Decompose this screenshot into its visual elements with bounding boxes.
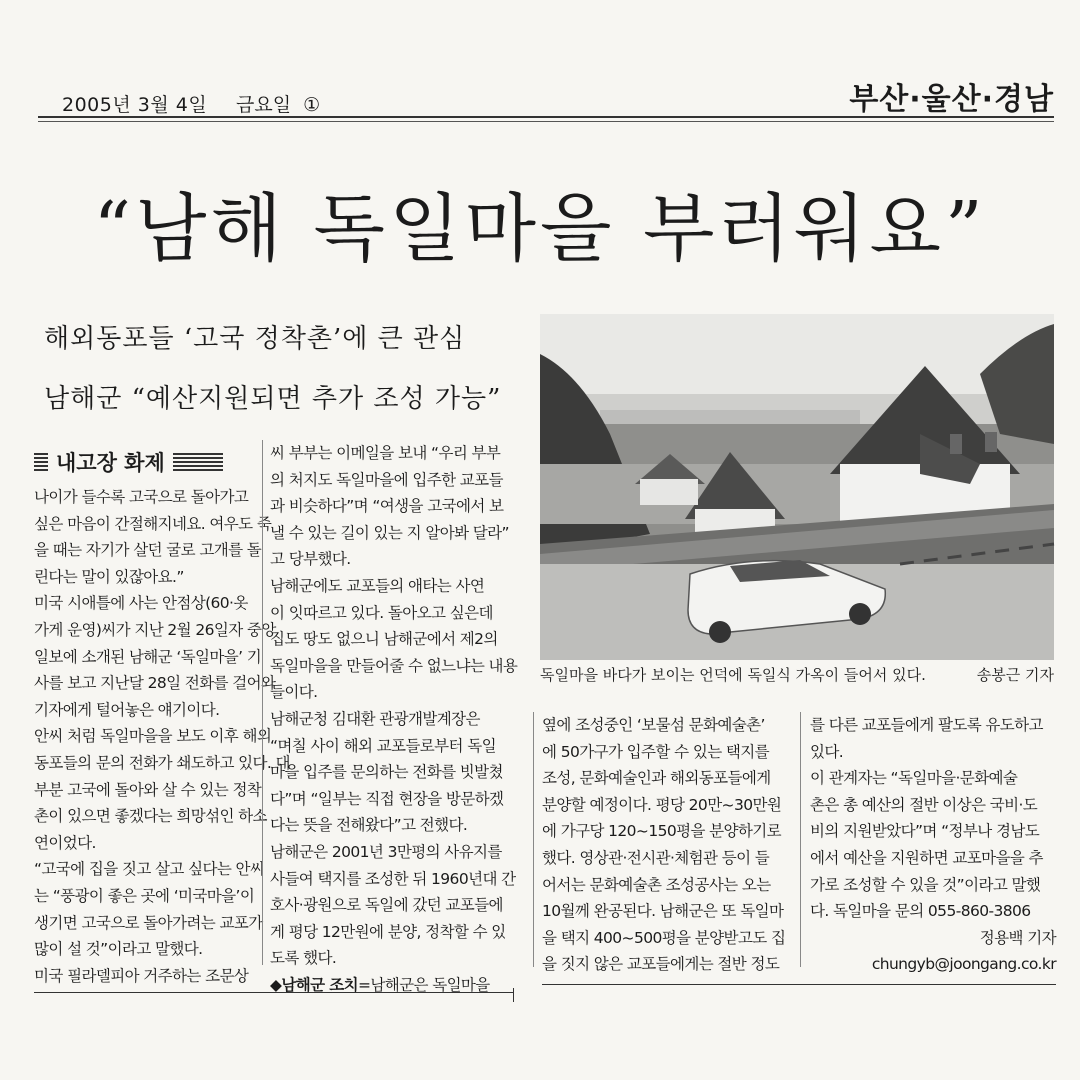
german-village-photo xyxy=(540,314,1054,660)
article-photo xyxy=(540,314,1054,660)
label-lines-right xyxy=(173,453,223,471)
article-column-3: 옆에 조성중인 ‘보물섬 문화예술촌’ 에 50가구가 입주할 수 있는 택지를 조성, 문화예술인과 해외동포들에게 분양할 예정이다. 평당 20만~30만원 에 가구당 120~150평을 분양하기로 했다. 영상관·전시관·체험관 등이 들 어서는 문화예술촌 조성공사는 오는 10월께 완공된다. 남해군은 또 독일마 을 택지 400~500평을 분양받고도 집 을 짓지 않은 교포들에게는 절반 정도 xyxy=(542,716,786,974)
reporter-email: chungyb@joongang.co.kr xyxy=(871,955,1056,974)
bottom-rule-left xyxy=(34,992,514,993)
subheadline-1: 해외동포들 ‘고국 정착촌’에 큰 관심 xyxy=(44,324,466,354)
column-label xyxy=(34,447,246,477)
column-divider-3 xyxy=(800,712,801,967)
column-divider-2 xyxy=(533,712,534,967)
header-rule-thin xyxy=(38,121,1054,122)
section-title: 부산·울산·경남 xyxy=(849,82,1054,117)
bottom-rule-tick xyxy=(513,988,514,1002)
article-column-2: 씨 부부는 이메일을 보내 “우리 부부 의 처지도 독일마을에 입주한 교포들 과 비슷하다”며 “여생을 고국에서 보 낼 수 있는 길이 있는 지 알아봐 달라” 고 당부했다. 남해군에도 교포들의 애타는 사연 이 잇따르고 있다. 돌아오고 싶은데 집도 땅도 없으니 남해군에서 제2의 독일마을을 만들어줄 수 없느냐는 내용 들이다. 남해군청 김대환 관광개발계장은 “며칠 사이 해외 교포들로부터 독일 마을 입주를 문의하는 전화를 빗발쳤 다”며 “일부는 직접 현장을 방문하겠 다는 뜻을 전해왔다”고 전했다. 남해군은 2001년 3만평의 사유지를 사들여 택지를 조성한 뒤 1960년대 간 호사·광원으로 독일에 갔던 교포들에 게 평당 12만원에 분양, 정착할 수 있 도록 했다. ◆남해군 조치=남해군은 독일마을 xyxy=(270,444,518,994)
headline: “남해 독일마을 부러워요” xyxy=(93,186,987,272)
byline: 정용백 기자 xyxy=(979,928,1056,947)
photo-caption-text: 독일마을 바다가 보이는 언덕에 독일식 가옥이 들어서 있다. xyxy=(540,666,926,684)
article-column-4: 를 다른 교포들에게 팔도록 유도하고 있다. 이 관계자는 “독일마을·문화예술 촌은 총 예산의 절반 이상은 국비·도 비의 지원받았다”며 “정부나 경남도 에서 예산을 지원하면 교포마을을 추 가로 조성할 수 있을 것”이라고 말했 다. 독일마을 문의 055-860-3806 정용백 기자 chungyb@joongang.co.kr xyxy=(810,712,1056,978)
photo-credit: 송봉근 기자 xyxy=(976,666,1054,684)
column-label-text: 내고장 화제 xyxy=(56,451,165,475)
label-lines-left xyxy=(34,453,48,471)
column-divider-1 xyxy=(262,440,263,965)
subheadline-2: 남해군 “예산지원되면 추가 조성 가능” xyxy=(44,384,502,414)
header-rule xyxy=(38,116,1054,118)
subsection-marker: ◆남해군 조치 xyxy=(270,975,358,994)
bottom-rule-right xyxy=(542,984,1056,985)
article-column-1: 나이가 들수록 고국으로 돌아가고 싶은 마음이 간절해지네요. 여우도 죽 을 때는 자기가 살던 굴로 고개를 돌 린다는 말이 있잖아요.” 미국 시애틀에 사는 안점상(60·옷 가게 운영)씨가 지난 2월 26일자 중앙 일보에 소개된 남해군 ‘독일마을’ 기 사를 보고 지난달 28일 전화를 걸어와 기자에게 털어놓은 얘기이다. 안씨 처럼 독일마을을 보도 이후 해외 동포들의 문의 전화가 쇄도하고 있다. 대 부분 고국에 돌아와 살 수 있는 정착 촌이 있으면 좋겠다는 희망섞인 하소 연이었다. “고국에 집을 짓고 살고 싶다는 안씨 는 “풍광이 좋은 곳에 ‘미국마을’이 생기면 고국으로 돌아가려는 교포가 많이 설 것”이라고 말했다. 미국 필라델피아 거주하는 조문상 xyxy=(34,488,290,985)
issue-day: 금요일 ① xyxy=(236,94,321,116)
photo-caption xyxy=(540,664,1054,685)
issue-date: 2005년 3월 4일 xyxy=(62,94,208,116)
